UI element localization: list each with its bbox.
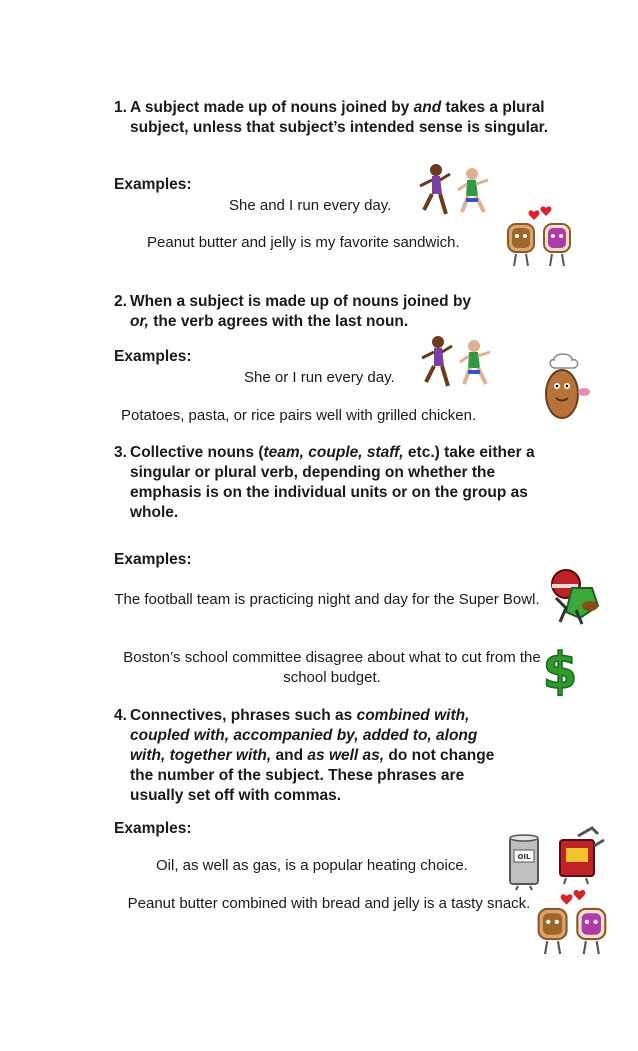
peanut-butter-jelly-illustration [500,206,580,270]
runners-illustration [418,332,508,392]
rule-4-text: Connectives, phrases such as combined with, coupled with, accompanied by, added to, along with, together with, and as well as, do not change the number of the subject. These phrases are usually set off with commas. [130,707,495,804]
runners-illustration [418,160,504,220]
rule-2 [114,292,574,334]
rule-2-example-1: She or I run every day. [244,369,395,386]
rule-3-example-1: The football team is practicing night and day for the Super Bowl. [114,591,540,608]
rule-2-text: When a subject is made up of nouns joined by or, the verb agrees with the last noun. [130,293,472,330]
rule-3-example-2: Boston’s school committee disagree about what to cut from the school budget. [123,649,541,686]
football-team-illustration [544,566,606,626]
rule-1-example-1: She and I run every day. [229,197,392,214]
rule-1-number: 1. [114,99,127,116]
rule-4-example-2: Peanut butter combined with bread and jelly is a tasty snack. [127,895,531,912]
oil-can-label: OIL [517,853,531,861]
rule-3-text: Collective nouns (team, couple, staff, etc.) take either a singular or plural verb, depending on whether the emphasis is on the individual units or on the group as whole. [130,444,535,521]
rule-3 [114,443,574,525]
rule-2-number: 2. [114,293,127,310]
oil-can-illustration [506,832,542,890]
gas-can-illustration [552,826,610,886]
rule-4-example-1: Oil, as well as gas, is a popular heating choice. [156,857,468,874]
rule-1 [114,98,574,160]
rule-3-examples-label: Examples: [114,551,192,568]
rule-3-number: 3. [114,444,127,461]
rule-4 [114,706,574,808]
rule-2-example-2: Potatoes, pasta, or rice pairs well with grilled chicken. [121,407,477,424]
rule-1-examples-label: Examples: [114,176,192,193]
dollar-sign-illustration [540,642,580,700]
rule-2-examples-label: Examples: [114,348,192,365]
rule-4-examples-label: Examples: [114,820,192,837]
rule-1-example-2: Peanut butter and jelly is my favorite sandwich. [147,234,460,251]
rule-1-text: A subject made up of nouns joined by and takes a plural subject, unless that subject’s intended sense is singular. [130,99,549,136]
rule-4-number: 4. [114,707,127,724]
potato-chef-illustration [534,350,594,430]
svg-text:$: $ [542,642,578,700]
peanut-butter-jelly-illustration [530,884,616,964]
